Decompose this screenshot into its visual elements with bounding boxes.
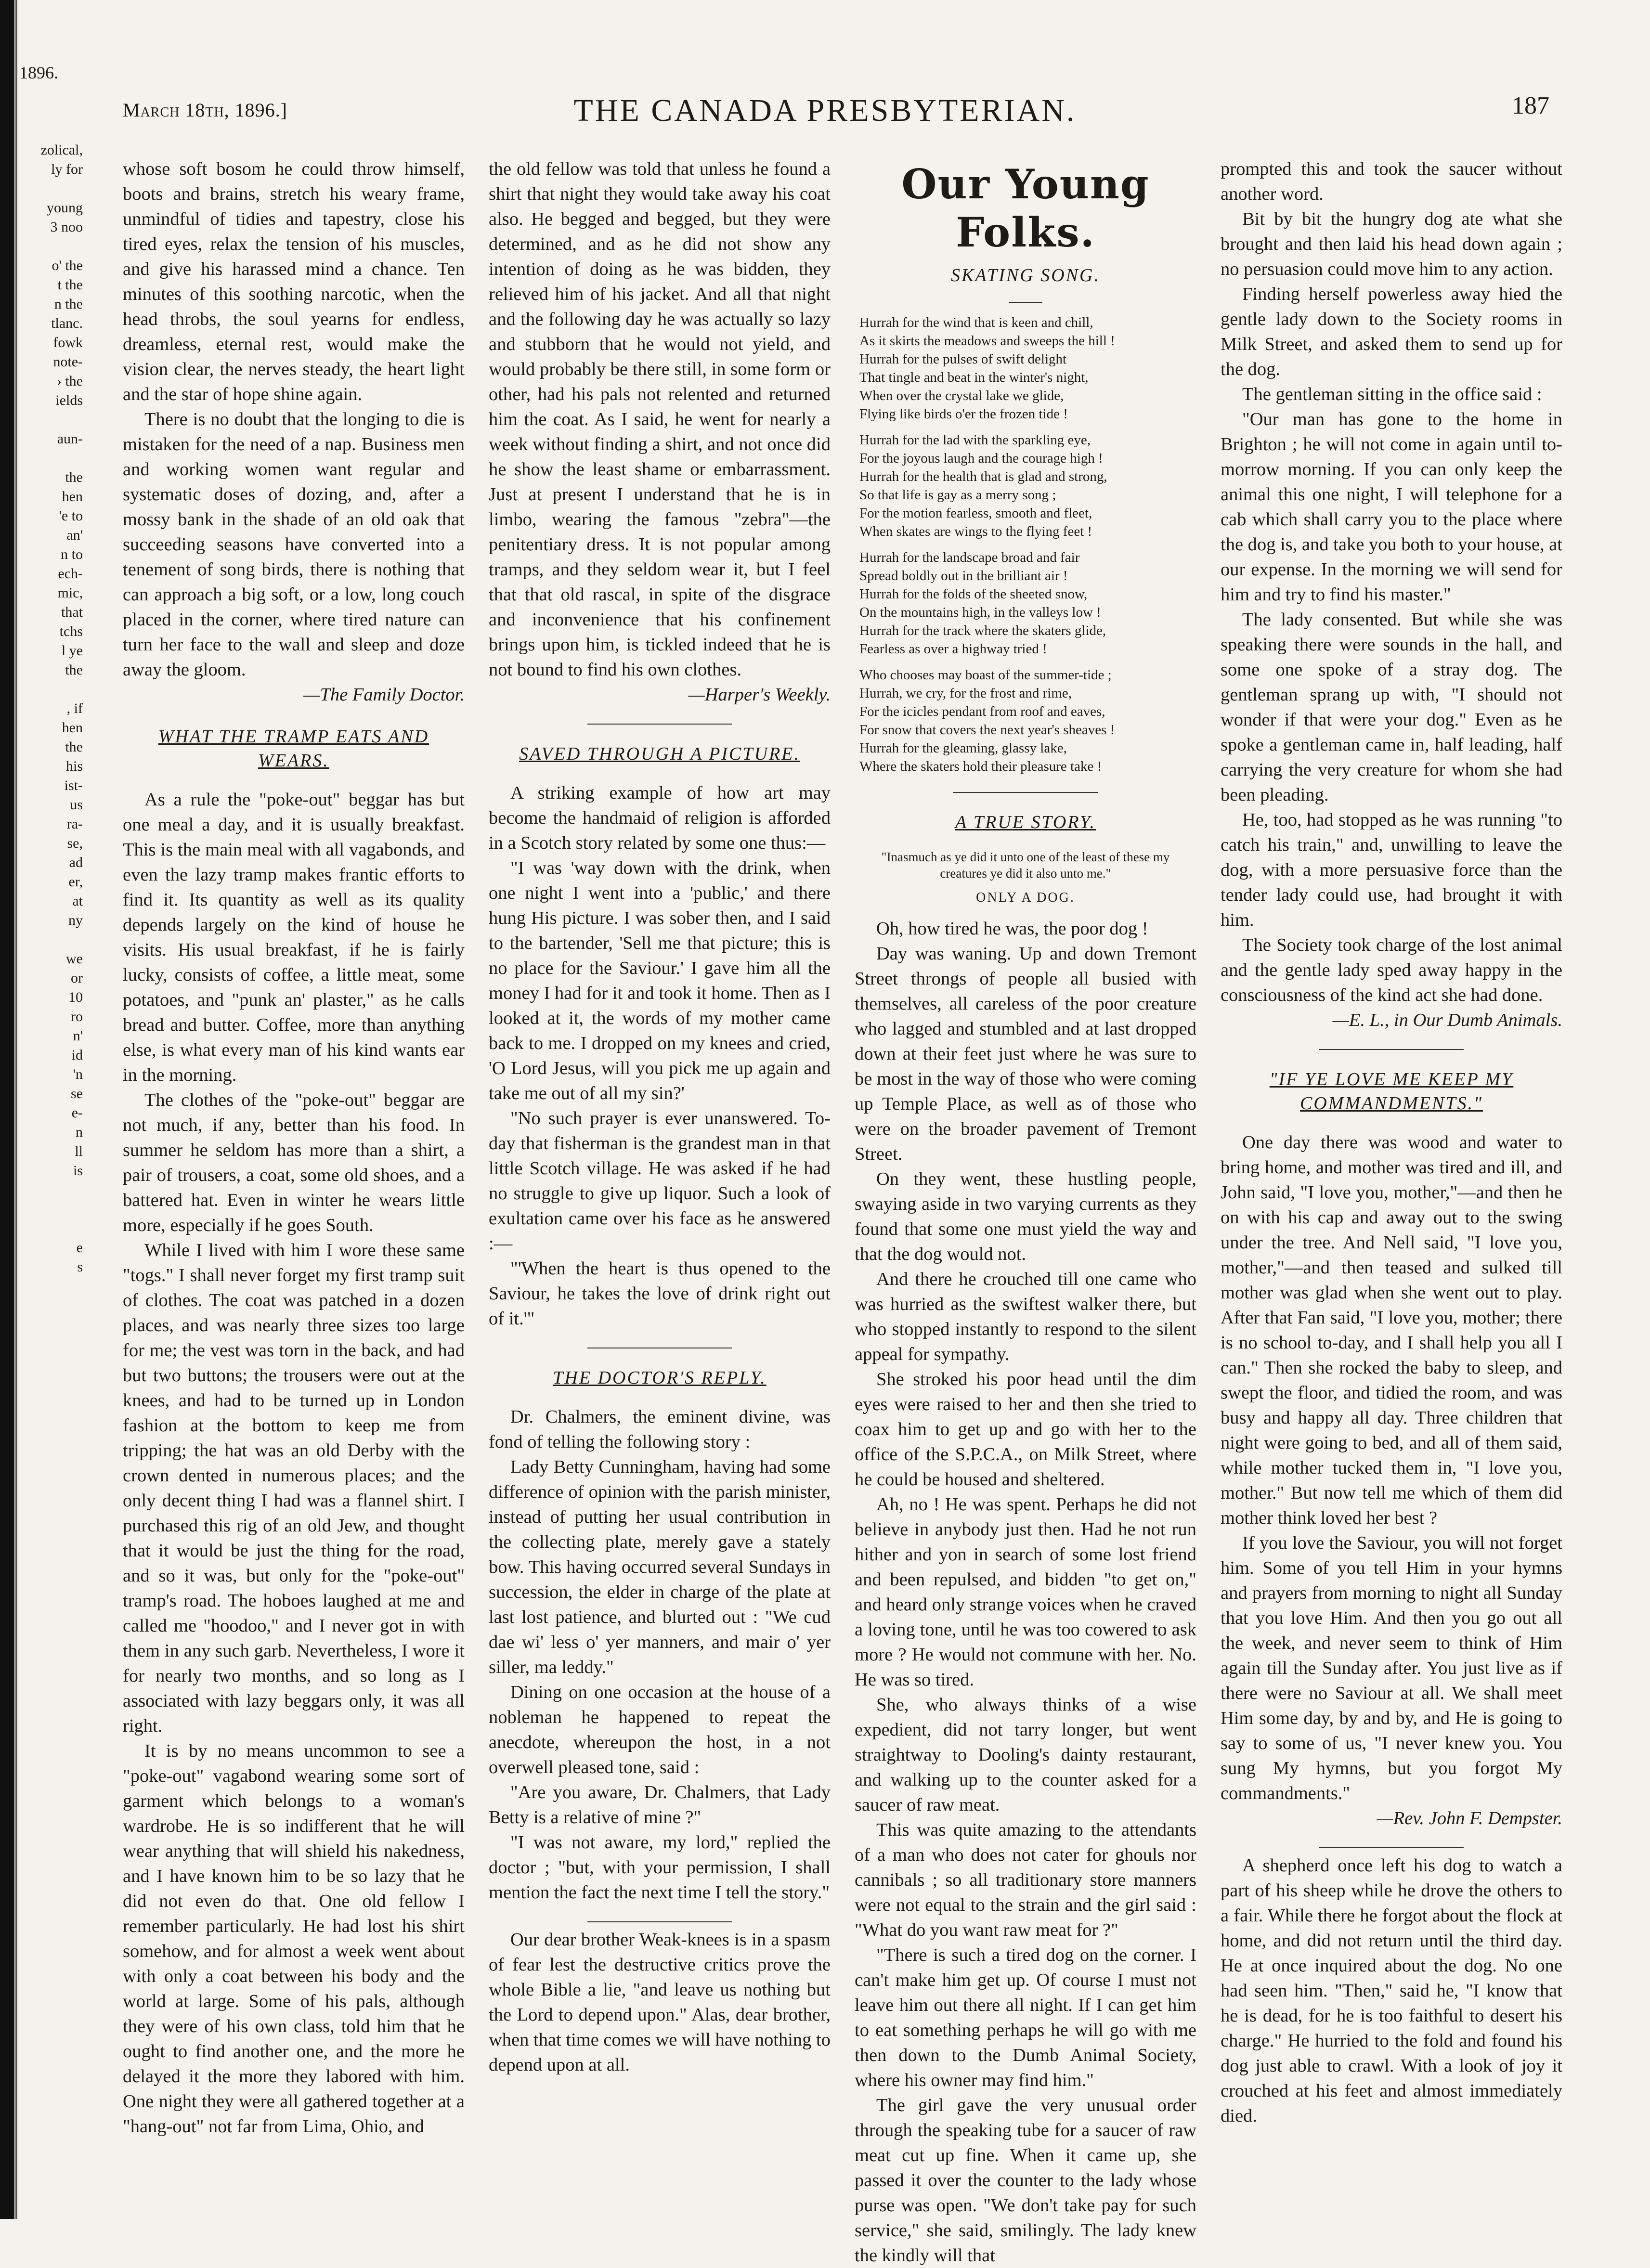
margin-fragment: ields bbox=[55, 392, 83, 408]
poem-line: Hurrah for the wind that is keen and chill, bbox=[859, 315, 1093, 330]
poem-stanza bbox=[859, 666, 1192, 776]
article-paragraph: If you love the Saviour, you will not forget him. Some of you tell Him in your hymns and prayers from morning to night all Sunday that you love Him. And then you go out all the week, and never seem to think of Him again till the Sunday after. You just live as if there were no Saviour at all. We shall meet Him some day, by and by, and He is going to say to some of us, "I never knew you. You sung My hymns, but you forgot My commandments." bbox=[1221, 1533, 1562, 1803]
page-number: 187 bbox=[1512, 92, 1549, 119]
poem-line: Hurrah for the landscape broad and fair bbox=[859, 550, 1080, 565]
article-paragraph: "Are you aware, Dr. Chalmers, that Lady Betty is a relative of mine ?" bbox=[489, 1782, 831, 1827]
margin-fragment: o' the bbox=[52, 258, 83, 273]
margin-fragment: note- bbox=[53, 354, 83, 370]
margin-fragment: hen bbox=[62, 720, 83, 736]
margin-fragment bbox=[19, 449, 83, 468]
article-paragraph: A shepherd once left his dog to watch a part of his sheep while he drove the others to a fair. While there he forgot about the flock at home, and did not return until the third day. He at once inquired about the dog. No one had seen him. "Then," said he, "I know that he is dead, for he is too faithful to desert his charge." He hurried to the fold and found his dog just able to crawl. With a look of joy it crouched at his feet and almost immediately died. bbox=[1221, 1855, 1562, 2126]
margin-fragment: the bbox=[65, 739, 83, 755]
poem-line: Hurrah for the pulses of swift delight bbox=[859, 351, 1067, 367]
article-paragraph: Day was waning. Up and down Tremont Street throngs of people all busied with themselves, all careless of the poor creature who lagged and stumbled and at last dropped down at their feet just where he was sure to be most in the way of those who were coming up Temple Place, as well as of those who were on the broader pavement of Tremont Street. bbox=[855, 944, 1196, 1164]
poem-heading: SKATING SONG. bbox=[951, 265, 1100, 285]
article-paragraph: She stroked his poor head until the dim eyes were raised to her and then she tried to coax him to get up and go with her to the office of the S.P.C.A., on Milk Street, where he could be housed and sheltered. bbox=[855, 1369, 1196, 1490]
article-paragraph: He, too, had stopped as he was running "to catch his train," and, unwilling to leave the dog, with a more persuasive force than the tender lady could use, had brought it with him. bbox=[1221, 810, 1562, 930]
poem-line: For the icicles pendant from roof and eaves, bbox=[859, 704, 1105, 719]
article-heading: "IF YE LOVE ME KEEP MY COMMANDMENTS." bbox=[1269, 1069, 1514, 1114]
article-signature bbox=[1221, 1008, 1562, 1033]
poem-line: For the joyous laugh and the courage high ! bbox=[859, 451, 1103, 466]
margin-fragment: e bbox=[76, 1240, 83, 1256]
section-divider bbox=[1319, 1847, 1464, 1848]
margin-fragment: ad bbox=[69, 855, 83, 870]
poem-line: As it skirts the meadows and sweeps the hill ! bbox=[859, 333, 1115, 349]
article-paragraph: Oh, how tired he was, the poor dog ! bbox=[876, 919, 1148, 939]
article-paragraph: There is no doubt that the longing to die is mistaken for the need of a nap. Business men and working women want regular and systematic doses of dozing, and, after a mossy bank in the shade of an old oak that succeeding seasons have converted into a tenement of song birds, there is nothing that can approach a big soft, or a low, long couch placed in the corner, where tired nature can turn her face to the wall and sleep and doze away the gloom. bbox=[123, 409, 465, 680]
section-divider bbox=[587, 1921, 732, 1922]
article-paragraph: Ah, no ! He was spent. Perhaps he did not believe in anybody just then. Had he not run hither and yon in search of some lost friend and been repulsed, and bidden "to get on," and heard only strange voices when he craved a loving tone, until he was too cowered to ask more ? He would not commune with her. No. He was so tired. bbox=[855, 1494, 1196, 1690]
article-paragraph: prompted this and took the saucer without another word. bbox=[1221, 159, 1562, 204]
article-paragraph: The lady consented. But while she was speaking there were sounds in the hall, and some one spoke of a stray dog. The gentleman sprang up with, "I should not wonder if that were your dog." Even as he spoke a gentleman came in, half leading, half carrying the very creature for whom she had been pleading. bbox=[1221, 609, 1562, 805]
section-masthead: Our Young Folks. bbox=[901, 160, 1150, 256]
margin-fragment: › the bbox=[56, 373, 83, 389]
margin-fragment: or bbox=[71, 970, 83, 986]
margin-fragment: er, bbox=[68, 874, 83, 890]
margin-fragment: ly for bbox=[51, 161, 83, 177]
margin-fragment: tchs bbox=[59, 623, 83, 639]
margin-fragment: ist- bbox=[64, 778, 83, 793]
margin-fragment: aun- bbox=[57, 431, 83, 447]
article-paragraph: Bit by bit the hungry dog ate what she brought and then laid his head down again ; no persuasion could move him to any action. bbox=[1221, 209, 1562, 279]
article-paragraph: "Our man has gone to the home in Brighton ; he will not come in again until to-morrow morning. If you can only keep the animal this one night, I will telephone for a cab which shall carry you to the place where the dog is, and take you both to your house, at our expense. In the morning we will send for him and try to find his master." bbox=[1221, 409, 1562, 605]
poem-line: Hurrah for the lad with the sparkling eye, bbox=[859, 432, 1091, 448]
article-paragraph: "I was not aware, my lord," replied the doctor ; "but, with your permission, I shall mention the fact the next time I tell the story." bbox=[489, 1832, 831, 1903]
margin-fragment: n the bbox=[54, 296, 83, 312]
article-paragraph: "There is such a tired dog on the corner. I can't make him get up. Of course I must not leave him out there all night. If I can get him to eat something perhaps he will go with me then down to the Dumb Animal Society, where his owner may find him." bbox=[855, 1945, 1196, 2090]
article-paragraph: "'When the heart is thus opened to the Saviour, he takes the love of drink right out of it.'" bbox=[489, 1258, 831, 1329]
poem-line: Spread boldly out in the brilliant air ! bbox=[859, 568, 1068, 583]
page-binding bbox=[0, 0, 14, 2219]
margin-fragment: fowk bbox=[53, 335, 83, 350]
article-paragraph: The Society took charge of the lost animal and the gentle lady sped away happy in the consciousness of the kind act she had done. bbox=[1221, 935, 1562, 1005]
column-2 bbox=[489, 156, 831, 2204]
margin-fragment: ny bbox=[68, 912, 83, 928]
poem-line: Hurrah for the gleaming, glassy lake, bbox=[859, 740, 1067, 756]
previous-page-date: 1896. bbox=[19, 63, 58, 82]
margin-fragment: n to bbox=[61, 546, 83, 562]
story-subtitle: ONLY A DOG. bbox=[976, 890, 1075, 905]
article-heading: THE DOCTOR'S REPLY. bbox=[553, 1368, 767, 1388]
margin-fragment: at bbox=[72, 893, 83, 909]
article-paragraph: This was quite amazing to the attendants of a man who does not cater for ghouls nor cannibals ; so all traditionary store manners were not equal to the strain and the girl said : "What do you want raw meat for ?" bbox=[855, 1820, 1196, 1940]
margin-fragment bbox=[19, 1200, 83, 1219]
margin-fragment bbox=[19, 179, 83, 198]
article-paragraph: And there he crouched till one came who was hurried as the swiftest walker there, but who stopped instantly to respond to the silent appeal for sympathy. bbox=[855, 1269, 1196, 1364]
poem-stanza bbox=[859, 548, 1192, 658]
margin-fragment bbox=[19, 237, 83, 256]
article-paragraph: The gentleman sitting in the office said : bbox=[1242, 384, 1542, 404]
margin-fragment: the bbox=[65, 662, 83, 678]
article-paragraph: A striking example of how art may become the handmaid of religion is afforded in a Scotch story related by some one thus:— bbox=[489, 783, 831, 853]
margin-fragment: young bbox=[47, 200, 83, 216]
poem-line: Where the skaters hold their pleasure take ! bbox=[859, 759, 1102, 774]
margin-fragment: t the bbox=[57, 277, 83, 293]
poem-stanza bbox=[859, 313, 1192, 423]
margin-fragment: that bbox=[61, 604, 83, 620]
margin-fragment: e- bbox=[71, 1105, 83, 1121]
poem-line: Hurrah for the folds of the sheeted snow, bbox=[859, 586, 1088, 602]
article-paragraph: The clothes of the "poke-out" beggar are not much, if any, better than his food. In summer he seldom has more than a shirt, a pair of trousers, a coat, some old shoes, and a battered hat. Even in winter he wears little more, especially if he goes South. bbox=[123, 1090, 465, 1235]
poem-line: Fearless as over a highway tried ! bbox=[859, 641, 1047, 657]
margin-fragment: his bbox=[65, 758, 83, 774]
heading-rule bbox=[1009, 302, 1042, 303]
column-4 bbox=[1221, 156, 1562, 2204]
article-paragraph: Dining on one occasion at the house of a nobleman he happened to repeat the anecdote, whereupon the host, in a not overwell pleased tone, said : bbox=[489, 1682, 831, 1777]
signature-text: —The Family Doctor. bbox=[303, 685, 465, 705]
margin-fragment: tlanc. bbox=[51, 315, 83, 331]
poem-stanza bbox=[859, 431, 1192, 541]
signature-text: —E. L., in Our Dumb Animals. bbox=[1332, 1010, 1562, 1030]
poem-line: When over the crystal lake we glide, bbox=[859, 388, 1064, 403]
margin-fragment: hen bbox=[62, 489, 83, 505]
margin-fragment: , if bbox=[66, 700, 83, 716]
article-signature bbox=[489, 682, 831, 707]
margin-fragment: se bbox=[71, 1086, 83, 1102]
margin-fragment: n bbox=[76, 1124, 83, 1140]
previous-page-fragments bbox=[19, 141, 87, 1277]
margin-fragment: s bbox=[77, 1259, 83, 1275]
margin-fragment: ech- bbox=[58, 566, 83, 582]
article-paragraph: One day there was wood and water to bring home, and mother was tired and ill, and John said, "I love you, mother,"—and then he on with his cap and away out to the swing under the tree. And Nell said, "I love you, mother,"—and then teased and sulked till mother was glad when she went out to play. After that Fan said, "I love you, mother; there is no school to-day, and I shall help you all I can." Then she rocked the baby to sleep, and swept the floor, and tidied the room, and was busy and happy all day. Three children that night were going to bed, and all of them said, while mother tucked them in, "I love you, mother." But now tell me which of them did mother think loved her best ? bbox=[1221, 1132, 1562, 1528]
margin-fragment: zolical, bbox=[40, 142, 83, 158]
issue-date: March 18th, 1896.] bbox=[123, 99, 288, 121]
poem-line: On the mountains high, in the valleys low ! bbox=[859, 605, 1101, 620]
article-paragraph: She, who always thinks of a wise expedient, did not tarry longer, but went straightway to Dooling's dainty restaurant, and walking up to the counter asked for a saucer of raw meat. bbox=[855, 1695, 1196, 1815]
margin-fragment: ll bbox=[75, 1143, 83, 1159]
margin-fragment: 3 noo bbox=[50, 219, 83, 235]
margin-fragment: we bbox=[66, 951, 83, 967]
poem-line: For the motion fearless, smooth and fleet, bbox=[859, 505, 1092, 521]
column-3 bbox=[855, 156, 1196, 2266]
article-paragraph: Lady Betty Cunningham, having had some difference of opinion with the parish minister, instead of putting her usual contribution in the collecting plate, merely gave a stately bow. This having occurred several Sundays in succession, the elder in charge of the plate at last lost patience, and blurted out : "We cud dae wi' less o' yer manners, and mair o' yer siller, ma leddy." bbox=[489, 1457, 831, 1677]
article-paragraph: The girl gave the very unusual order through the speaking tube for a saucer of raw meat cut up fine. When it came up, she passed it over the counter to the lady whose purse was open. "We don't take pay for such service," she said, smilingly. The lady knew the kindly will that bbox=[855, 2095, 1196, 2266]
article-paragraph: Finding herself powerless away hied the gentle lady down to the Society rooms in Milk Street, and asked them to send up for the dog. bbox=[1221, 284, 1562, 379]
poem-line: Who chooses may boast of the summer-tide ; bbox=[859, 667, 1112, 683]
margin-fragment: the bbox=[65, 469, 83, 485]
poem-line: When skates are wings to the flying feet ! bbox=[859, 524, 1092, 539]
skating-song-poem bbox=[859, 313, 1192, 776]
poem-line: That tingle and beat in the winter's night, bbox=[859, 370, 1089, 385]
margin-fragment: 'n bbox=[73, 1066, 83, 1082]
poem-line: Flying like birds o'er the frozen tide ! bbox=[859, 406, 1068, 422]
article-heading: SAVED THROUGH A PICTURE. bbox=[519, 744, 800, 764]
article-signature bbox=[1221, 1806, 1562, 1831]
newspaper-title: THE CANADA PRESBYTERIAN. bbox=[573, 93, 1077, 128]
margin-fragment: is bbox=[73, 1163, 83, 1179]
signature-text: —Rev. John F. Dempster. bbox=[1377, 1808, 1562, 1828]
poem-line: Hurrah, we cry, for the frost and rime, bbox=[859, 686, 1072, 701]
article-paragraph: While I lived with him I wore these same "togs." I shall never forget my first tramp suit of clothes. The coat was patched in a dozen places, and was nearly three sizes too large for me; the vest was torn in the back, and had but two buttons; the trousers were out at the knees, and had to be turned up in London fashion at the bottom to keep me from tripping; the hat was an old Derby with the crown dented in numerous places; and the only decent thing I had was a flannel shirt. I purchased this rig of an old Jew, and thought that it would be just the thing for the road, and so it was, but only for the "poke-out" tramp's road. The hoboes laughed at me and called me "hoodoo," and I never got in with them in any such garb. Nevertheless, I wore it for nearly two months, and so long as I associated with lazy beggars only, it was all right. bbox=[123, 1240, 465, 1736]
signature-text: —Harper's Weekly. bbox=[688, 685, 831, 705]
article-paragraph: "No such prayer is ever unanswered. To-day that fisherman is the grandest man in that little Scotch village. He was asked if he had no struggle to give up liquor. Such a look of exultation came over his face as he answered :— bbox=[489, 1108, 831, 1254]
poem-line: Hurrah for the health that is glad and strong, bbox=[859, 469, 1107, 484]
page-binding-edge bbox=[15, 0, 17, 2219]
column-1 bbox=[123, 156, 465, 2204]
article-signature bbox=[123, 682, 465, 707]
article-paragraph: On they went, these hustling people, swaying aside in two varying currents as they found that some one must yield the way and that the dog would not. bbox=[855, 1169, 1196, 1264]
margin-fragment: an' bbox=[66, 527, 83, 543]
margin-fragment: ra- bbox=[66, 816, 83, 832]
section-divider bbox=[953, 792, 1098, 793]
margin-fragment: se, bbox=[67, 835, 83, 851]
margin-fragment bbox=[19, 930, 83, 949]
article-paragraph: "I was 'way down with the drink, when one night I went into a 'public,' and there hung His picture. I was sober then, and I said to the bartender, 'Sell me that picture; this is no place for the Saviour.' I gave him all the money I had for it and took it home. Then as I looked at it, the words of my mother came back to me. I dropped on my knees and cried, 'O Lord Jesus, will you pick me up again and take me out of all my sin?' bbox=[489, 858, 831, 1103]
margin-fragment: n' bbox=[73, 1028, 83, 1044]
section-divider bbox=[1319, 1049, 1464, 1050]
margin-fragment: 10 bbox=[68, 989, 83, 1005]
margin-fragment: 'e to bbox=[59, 508, 83, 524]
margin-fragment: l ye bbox=[61, 643, 83, 659]
previous-page-margin bbox=[19, 63, 87, 2181]
article-paragraph: whose soft bosom he could throw himself, boots and brains, stretch his weary frame, unmindful of tidies and tapestry, close his tired eyes, relax the tension of his muscles, and give his harassed mind a chance. Ten minutes of this soothing narcotic, when the head throbs, the soul yearns for endless, dreamless, eternal rest, would make the vision clear, the nerves steady, the heart light and the star of hope shine again. bbox=[123, 159, 465, 404]
poem-line: For snow that covers the next year's sheaves ! bbox=[859, 722, 1115, 738]
margin-fragment bbox=[19, 410, 83, 429]
margin-fragment: ro bbox=[71, 1009, 83, 1024]
article-paragraph: It is by no means uncommon to see a "poke-out" vagabond wearing some sort of garment which belongs to a woman's wardrobe. He is so indifferent that he will wear anything that will shield his nakedness, and I have known him to be so lazy that he did not even do that. One old fellow I remember particularly. He had lost his shirt somehow, and for almost a week went about with only a coat between his body and the world at large. Some of his pals, although they were of his own class, told him that he ought to find another one, and the more he delayed it the more they labored with him. One night they were all gathered together at a "hang-out" not far from Lima, Ohio, and bbox=[123, 1741, 465, 2137]
margin-fragment bbox=[19, 1180, 83, 1200]
margin-fragment: id bbox=[71, 1047, 83, 1063]
margin-fragment: us bbox=[70, 797, 83, 813]
article-heading: A TRUE STORY. bbox=[955, 812, 1096, 832]
margin-fragment bbox=[19, 1219, 83, 1238]
poem-line: Hurrah for the track where the skaters glide, bbox=[859, 623, 1106, 638]
article-heading: WHAT THE TRAMP EATS AND WEARS. bbox=[158, 726, 429, 771]
article-paragraph: the old fellow was told that unless he found a shirt that night they would take away his coat also. He begged and begged, but they were determined, and as he did not show any intention of doing as he was bidden, they relieved him of his jacket. And all that night and the following day he was actually so lazy and stubborn that he would not yield, and would probably be there still, in some form or other, had his pals not relented and returned him the coat. As I said, he went for nearly a week without finding a shirt, and not once did he show the least shame or embarrassment. Just at present I understand that he is in limbo, wearing the famous "zebra"—the penitentiary dress. It is not popular among tramps, and they seldom wear it, but I feel that that old rascal, in spite of the disgrace and inconvenience that his confinement brings upon him, is tickled indeed that he is not bound to find his own clothes. bbox=[489, 159, 831, 680]
story-epigraph: "Inasmuch as ye did it unto one of the least of these my creatures ye did it also unto me." bbox=[881, 850, 1170, 881]
margin-fragment bbox=[19, 680, 83, 699]
article-paragraph: As a rule the "poke-out" beggar has but one meal a day, and it is usually breakfast. This is the main meal with all vagabonds, and even the lazy tramp makes frantic efforts to find it. Its quantity as well as its quality depends largely on the kind of house he visits. His usual breakfast, if he is fairly lucky, consists of coffee, a little meat, some potatoes, and "punk an' plaster," as he calls bread and butter. Coffee, more than anything else, is what every man of his kind wants ear in the morning. bbox=[123, 790, 465, 1085]
margin-fragment: mic, bbox=[57, 585, 83, 601]
article-paragraph: Our dear brother Weak-knees is in a spasm of fear lest the destructive critics prove the whole Bible a lie, "and leave us nothing but the Lord to depend upon." Alas, dear brother, when that time comes we will have nothing to depend upon at all. bbox=[489, 1930, 831, 2075]
poem-line: So that life is gay as a merry song ; bbox=[859, 487, 1056, 503]
article-paragraph: Dr. Chalmers, the eminent divine, was fond of telling the following story : bbox=[489, 1407, 831, 1452]
section-divider bbox=[587, 724, 732, 725]
